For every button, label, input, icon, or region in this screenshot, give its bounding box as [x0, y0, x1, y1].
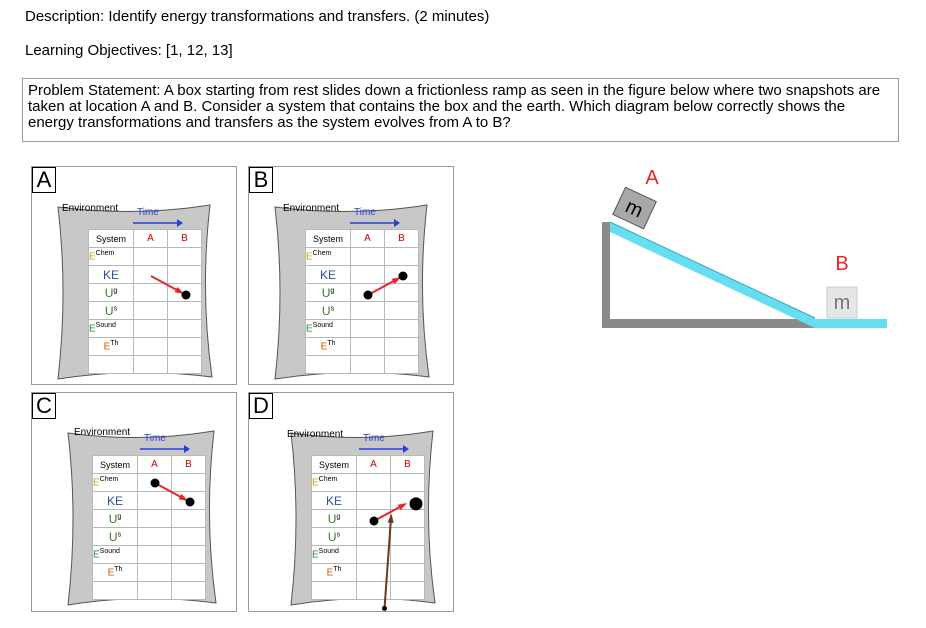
- environment-label: Environment: [62, 203, 119, 214]
- flat-surface: [815, 319, 887, 328]
- row-kinetic-energy: KE: [312, 492, 357, 510]
- column-a-header: A: [138, 456, 172, 474]
- option-letter: A: [32, 167, 56, 193]
- environment-label: Environment: [74, 427, 131, 438]
- row-spring-energy: $U^s$: [93, 528, 138, 546]
- row-sound-energy: $E^{Sound}$: [93, 546, 138, 564]
- transformation-arrows: [249, 167, 455, 387]
- time-label: Time: [144, 433, 166, 444]
- ramp-wall: [602, 222, 610, 328]
- column-b-header: B: [172, 456, 206, 474]
- row-gravitational-energy: $U^g$: [312, 510, 357, 528]
- energy-dot: [151, 479, 160, 488]
- system-header: System: [89, 230, 134, 248]
- row-chemical-energy: $E^{Chem}$: [306, 248, 351, 266]
- column-b-header: B: [391, 456, 425, 474]
- learning-objectives-text: Learning Objectives: [1, 12, 13]: [25, 42, 233, 59]
- row-spring-energy: $U^s$: [89, 302, 134, 320]
- column-b-header: B: [168, 230, 202, 248]
- label-a: A: [645, 167, 659, 189]
- energy-dot: [182, 291, 191, 300]
- row-spring-energy: $U^s$: [312, 528, 357, 546]
- row-chemical-energy: $E^{Chem}$: [89, 248, 134, 266]
- option-panel-c[interactable]: [31, 392, 237, 612]
- option-panel-d[interactable]: [248, 392, 454, 612]
- description-text: Description: Identify energy transformations and transfers. (2 minutes): [25, 8, 490, 25]
- option-letter: C: [32, 393, 56, 419]
- system-header: System: [312, 456, 357, 474]
- system-header: System: [93, 456, 138, 474]
- row-gravitational-energy: $U^g$: [93, 510, 138, 528]
- row-sound-energy: $E^{Sound}$: [89, 320, 134, 338]
- system-header: System: [306, 230, 351, 248]
- energy-arrow: [385, 516, 392, 608]
- row-thermal-energy: $E^{Th}$: [93, 564, 138, 582]
- ramp-figure: [590, 160, 900, 350]
- label-b: B: [835, 253, 849, 275]
- row-thermal-energy: $E^{Th}$: [89, 338, 134, 356]
- row-kinetic-energy: KE: [93, 492, 138, 510]
- column-b-header: B: [385, 230, 419, 248]
- energy-dot-large: [410, 497, 423, 510]
- option-panel-b[interactable]: [248, 166, 454, 385]
- time-label: Time: [137, 207, 159, 218]
- time-label: Time: [363, 433, 385, 444]
- row-chemical-energy: $E^{Chem}$: [312, 474, 357, 492]
- option-panel-a[interactable]: [31, 166, 237, 385]
- transformation-arrows: [249, 393, 455, 613]
- box-b-mass: m: [833, 292, 851, 314]
- energy-dot: [186, 498, 195, 507]
- column-a-header: A: [357, 456, 391, 474]
- row-gravitational-energy: $U^g$: [89, 284, 134, 302]
- row-spring-energy: $U^s$: [306, 302, 351, 320]
- column-a-header: A: [134, 230, 168, 248]
- row-kinetic-energy: KE: [306, 266, 351, 284]
- transformation-arrows: [32, 167, 238, 387]
- energy-dot: [399, 272, 408, 281]
- environment-label: Environment: [287, 429, 344, 440]
- environment-label: Environment: [283, 203, 340, 214]
- row-gravitational-energy: $U^g$: [306, 284, 351, 302]
- option-letter: D: [249, 393, 273, 419]
- energy-dot: [364, 291, 373, 300]
- energy-dot: [382, 606, 387, 611]
- arrow-head: [388, 513, 394, 522]
- row-sound-energy: $E^{Sound}$: [312, 546, 357, 564]
- arrow-head: [398, 503, 408, 510]
- box-a-mass: m: [621, 195, 647, 223]
- row-chemical-energy: $E^{Chem}$: [93, 474, 138, 492]
- row-sound-energy: $E^{Sound}$: [306, 320, 351, 338]
- transformation-arrows: [32, 393, 238, 613]
- ground-floor: [602, 319, 818, 328]
- row-thermal-energy: $E^{Th}$: [306, 338, 351, 356]
- row-kinetic-energy: KE: [89, 266, 134, 284]
- time-label: Time: [354, 207, 376, 218]
- column-a-header: A: [351, 230, 385, 248]
- ramp-surface: [610, 222, 815, 328]
- option-letter: B: [249, 167, 273, 193]
- energy-dot: [370, 517, 379, 526]
- row-thermal-energy: $E^{Th}$: [312, 564, 357, 582]
- problem-statement: Problem Statement: A box starting from rest slides down a frictionless ramp as seen in the figure below where two snapshots are taken at location A and B. Consider a system that contains the box and the earth. Which diagram below correctly shows the energy transformations and transfers as the system evolves from A to B?: [22, 78, 899, 142]
